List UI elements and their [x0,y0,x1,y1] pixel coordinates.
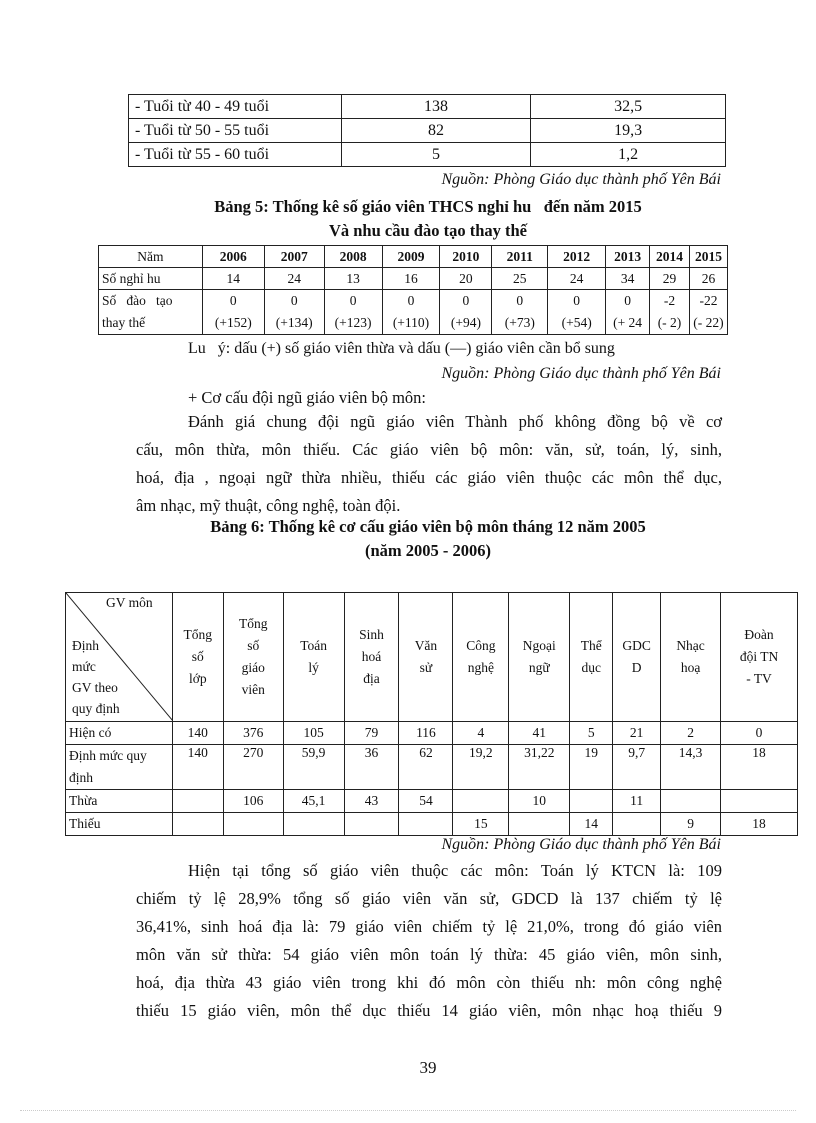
corner-top-label: GV môn [106,595,153,610]
train-cell: 0 (+54) [548,290,606,335]
para-line: Đánh giá chung đội ngũ giáo viên Thành phố không đồng bộ về cơ [188,412,722,431]
table-row [66,813,798,836]
column-header: Tổng số giáo viên [223,593,283,722]
column-header: Toán lý [283,593,344,722]
value-cell: 79 [344,722,399,745]
table-row [66,722,798,745]
para-line: âm nhạc, mỹ thuật, công nghệ, toàn đội. [136,496,401,515]
page-bottom-rule [20,1110,796,1111]
retire-cell: 16 [382,268,440,290]
train-cell: 0 (+ 24 [606,290,650,335]
corner-header [66,593,173,722]
table-row [66,790,798,813]
column-header: Sinh hoá địa [344,593,399,722]
retire-cell: 14 [202,268,264,290]
retire-cell: 20 [440,268,492,290]
value-cell: 116 [399,722,453,745]
value-cell: 36 [344,745,399,790]
value-cell: 21 [613,722,661,745]
value-cell [283,813,344,836]
column-header: Công nghệ [453,593,509,722]
table6-caption: Bảng 6: Thống kê cơ cấu giáo viên bộ môn tháng 12 năm 2005 (năm 2005 - 2006) [210,517,646,560]
year-cell: 2012 [548,246,606,268]
value-cell: 9 [661,813,721,836]
train-cell: -2 (- 2) [650,290,690,335]
value-cell: 59,9 [283,745,344,790]
retire-cell: 26 [689,268,727,290]
para-line: hoá, địa , ngoại ngữ thừa nhiều, thiếu các giáo viên thuộc các môn thể dục, [136,468,722,487]
value-cell: 43 [344,790,399,813]
value-cell: 11 [613,790,661,813]
train-label: Số đào tạo thay thế [99,290,203,335]
table6-source: Nguồn: Phòng Giáo dục thành phố Yên Bái [441,836,721,853]
value-cell [570,790,613,813]
value-cell: 140 [172,745,223,790]
value-cell: 41 [509,722,570,745]
column-header: GDC D [613,593,661,722]
retire-cell: 13 [324,268,382,290]
closing-line: môn văn sử thừa: 54 giáo viên môn toán lý thừa: 45 giáo viên, môn sinh, [136,945,722,964]
value-cell: 14 [570,813,613,836]
value-cell: 9,7 [613,745,661,790]
value-cell [172,790,223,813]
column-header: Tổng số lớp [172,593,223,722]
train-cell: -22 (- 22) [689,290,727,335]
year-cell: 2013 [606,246,650,268]
value-cell: 19,2 [453,745,509,790]
value-cell [453,790,509,813]
value-cell: 4 [453,722,509,745]
value-cell [172,813,223,836]
value-cell: 0 [721,722,798,745]
value-cell: 31,22 [509,745,570,790]
value-cell: 270 [223,745,283,790]
value-cell: 106 [223,790,283,813]
year-cell: 2011 [492,246,548,268]
retire-cell: 24 [548,268,606,290]
table-row [129,119,726,143]
row-label: Định mức quy định [66,745,173,790]
table-header-row [99,246,728,268]
value-cell: 140 [172,722,223,745]
value-cell [399,813,453,836]
age-table [128,94,726,167]
retire-cell: 24 [264,268,324,290]
train-cell: 0 (+94) [440,290,492,335]
closing-line: thiếu 15 giáo viên, môn thể dục thiếu 14 giáo viên, môn nhạc hoạ thiếu 9 [136,1001,722,1020]
column-header: Nhạc hoạ [661,593,721,722]
closing-line: chiếm tỷ lệ 28,9% tổng số giáo viên văn sử, GDCD là 137 chiếm tỷ lệ [136,889,722,908]
age-label: - Tuổi từ 40 - 49 tuổi [129,95,342,119]
age-label: - Tuổi từ 50 - 55 tuổi [129,119,342,143]
page-number: 39 [419,1058,437,1077]
value-cell [613,813,661,836]
value-cell [721,790,798,813]
year-cell: 2010 [440,246,492,268]
table-row [66,745,798,790]
year-header: Năm [99,246,203,268]
age-count: 138 [341,95,531,119]
year-cell: 2008 [324,246,382,268]
retire-cell: 29 [650,268,690,290]
year-cell: 2015 [689,246,727,268]
train-cell: 0 (+73) [492,290,548,335]
section-heading: + Cơ cấu đội ngũ giáo viên bộ môn: [188,388,427,407]
column-header: Thể dục [570,593,613,722]
retire-cell: 34 [606,268,650,290]
year-cell: 2007 [264,246,324,268]
value-cell: 45,1 [283,790,344,813]
table-header-row [66,593,798,722]
age-percent: 19,3 [531,119,726,143]
value-cell: 18 [721,813,798,836]
table5-source: Nguồn: Phòng Giáo dục thành phố Yên Bái [441,365,721,382]
column-header: Đoàn đội TN - TV [721,593,798,722]
train-cell: 0 (+123) [324,290,382,335]
value-cell: 5 [570,722,613,745]
retire-cell: 25 [492,268,548,290]
table-row [129,95,726,119]
train-cell: 0 (+152) [202,290,264,335]
table5-note: Lu ý: dấu (+) số giáo viên thừa và dấu (—) giáo viên cần bổ sung [188,340,615,357]
row-label: Thiếu [66,813,173,836]
value-cell: 105 [283,722,344,745]
retirement-table [98,245,728,335]
value-cell [509,813,570,836]
row-label: Thừa [66,790,173,813]
age-label: - Tuổi từ 55 - 60 tuổi [129,143,342,167]
value-cell: 15 [453,813,509,836]
closing-line: Hiện tại tổng số giáo viên thuộc các môn: Toán lý KTCN là: 109 [188,861,722,880]
train-cell: 0 (+110) [382,290,440,335]
closing-line: hoá, địa thừa 43 giáo viên trong khi đó môn còn thiếu nh: môn công nghệ [136,973,722,992]
value-cell: 376 [223,722,283,745]
section-paragraph [136,408,722,520]
year-cell: 2006 [202,246,264,268]
value-cell: 18 [721,745,798,790]
value-cell: 54 [399,790,453,813]
value-cell: 2 [661,722,721,745]
age-percent: 32,5 [531,95,726,119]
value-cell [661,790,721,813]
year-cell: 2014 [650,246,690,268]
retire-label: Số nghỉ hu [99,268,203,290]
table5-caption: Bảng 5: Thống kê số giáo viên THCS nghỉ hu đến năm 2015 Và nhu cầu đào tạo thay thế [214,197,642,240]
column-header: Ngoại ngữ [509,593,570,722]
value-cell [344,813,399,836]
value-cell: 19 [570,745,613,790]
table4-source: Nguồn: Phòng Giáo dục thành phố Yên Bái [441,171,721,188]
closing-paragraph [136,857,722,1025]
subject-teacher-table [65,592,798,836]
column-header: Văn sử [399,593,453,722]
value-cell: 14,3 [661,745,721,790]
para-line: cấu, môn thừa, môn thiếu. Các giáo viên bộ môn: văn, sử, toán, lý, sinh, [136,440,722,459]
table-row [129,143,726,167]
corner-bottom-label: Định mức GV theo quy định [72,638,120,716]
row-label: Hiện có [66,722,173,745]
age-percent: 1,2 [531,143,726,167]
value-cell: 62 [399,745,453,790]
value-cell [223,813,283,836]
table-row [99,268,728,290]
value-cell: 10 [509,790,570,813]
age-count: 82 [341,119,531,143]
year-cell: 2009 [382,246,440,268]
closing-line: 36,41%, sinh hoá địa là: 79 giáo viên chiếm tỷ lệ 21,0%, trong đó giáo viên [136,917,722,936]
train-cell: 0 (+134) [264,290,324,335]
age-count: 5 [341,143,531,167]
